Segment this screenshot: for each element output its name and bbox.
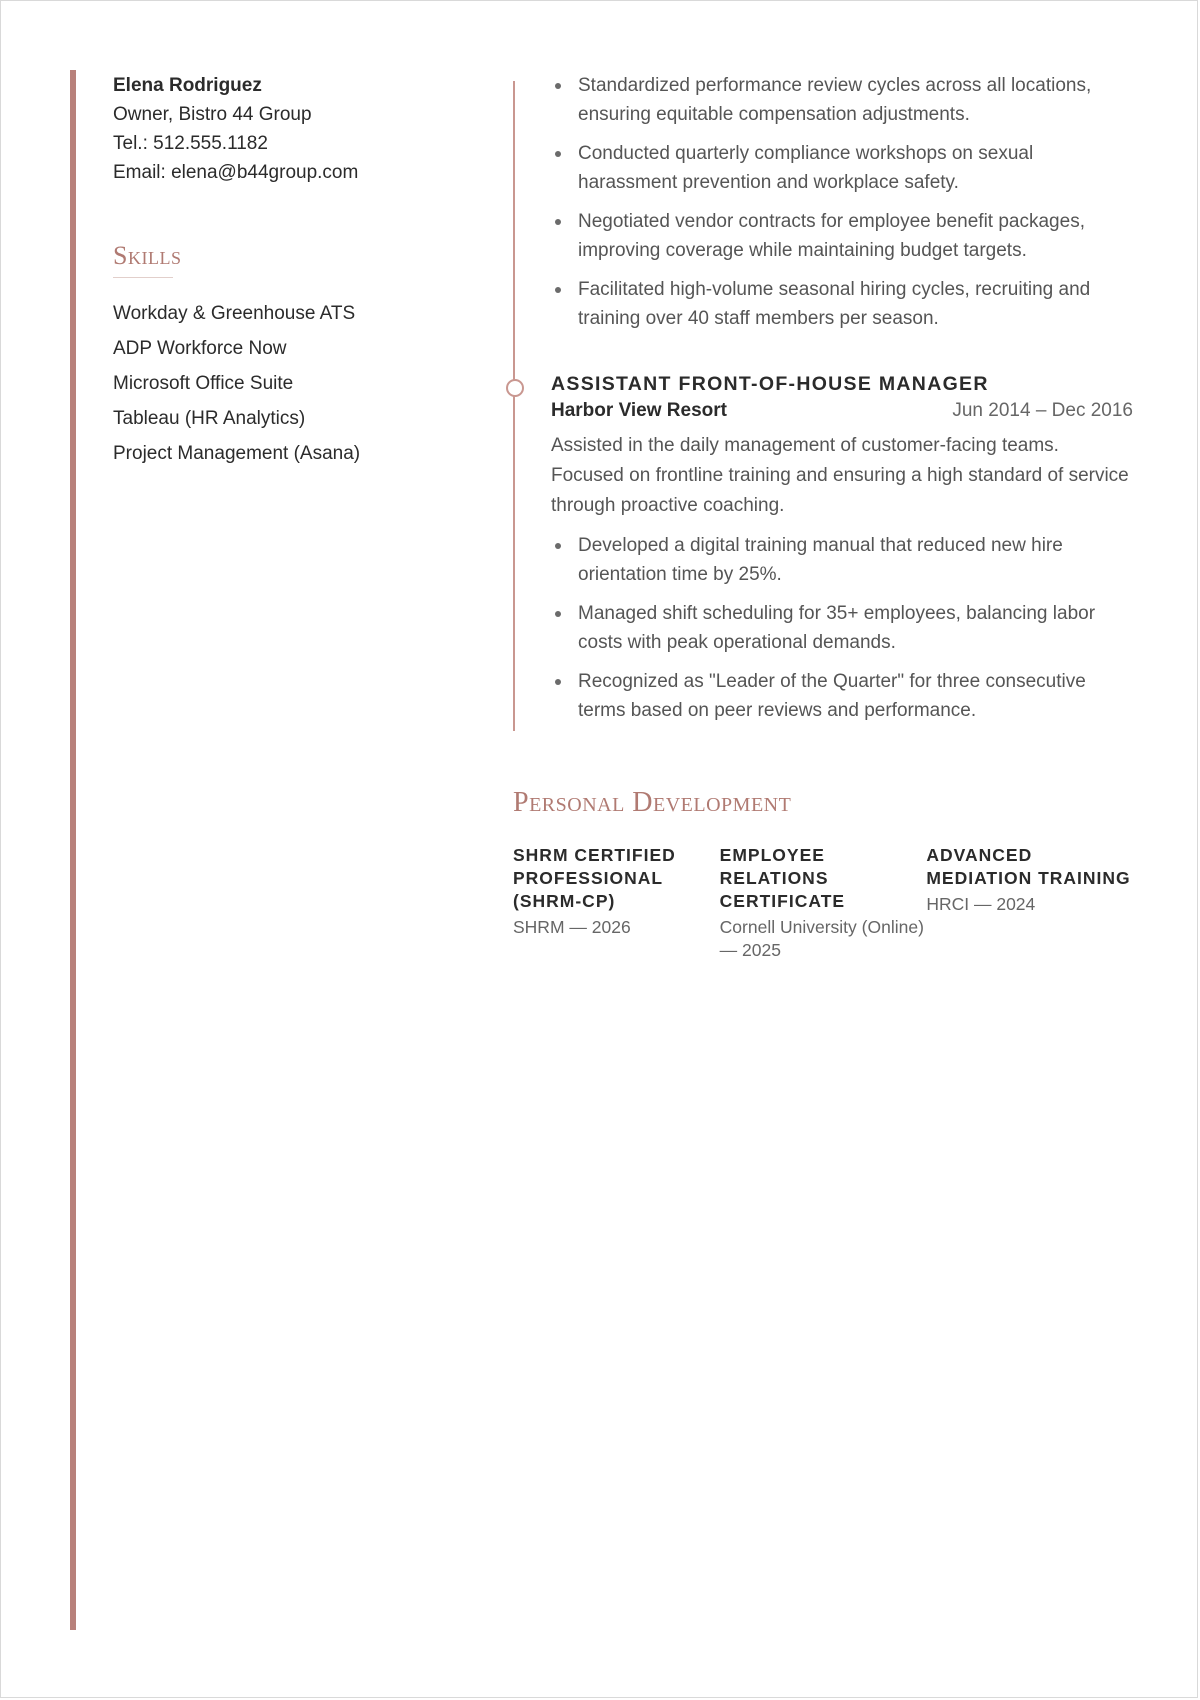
job-description: Assisted in the daily management of customer-facing teams. Focused on frontline training and ensuring a high standard of service through proactive coaching. bbox=[551, 435, 1129, 516]
skill-item: Project Management (Asana) bbox=[113, 443, 361, 464]
certification-detail: Cornell University (Online) — 2025 bbox=[719, 917, 924, 960]
previous-job-bullets bbox=[513, 71, 1133, 333]
skill-item: Workday & Greenhouse ATS bbox=[113, 303, 356, 324]
skills-list bbox=[113, 296, 413, 471]
personal-development-list bbox=[513, 844, 1133, 962]
skill-item: Tableau (HR Analytics) bbox=[113, 408, 306, 429]
job-company: Harbor View Resort bbox=[551, 400, 727, 421]
bullet-item: Recognized as "Leader of the Quarter" for three consecutive terms based on peer reviews and performance. bbox=[551, 667, 1133, 725]
personal-development-heading: Personal Development bbox=[513, 787, 792, 818]
certification-name: SHRM CERTIFIED PROFESSIONAL (SHRM-CP) bbox=[513, 845, 676, 911]
contact-title: Owner, Bistro 44 Group bbox=[113, 104, 312, 125]
bullet-item: Standardized performance review cycles across all locations, ensuring equitable compensation adjustments. bbox=[513, 71, 1133, 129]
certification-detail: HRCI — 2024 bbox=[926, 894, 1036, 914]
timeline-marker bbox=[506, 379, 524, 397]
job-entry bbox=[551, 371, 1133, 735]
certification-item bbox=[926, 844, 1133, 962]
bullet-item: Developed a digital training manual that reduced new hire orientation time by 25%. bbox=[551, 531, 1133, 589]
bullet-item: Managed shift scheduling for 35+ employees, balancing labor costs with peak operational demands. bbox=[551, 599, 1133, 657]
job-title: ASSISTANT FRONT-OF-HOUSE MANAGER bbox=[551, 373, 989, 395]
certification-item bbox=[720, 844, 927, 962]
job-meta bbox=[551, 397, 1133, 425]
bullet-item: Facilitated high-volume seasonal hiring cycles, recruiting and training over 40 staff members per season. bbox=[513, 275, 1133, 333]
sidebar bbox=[113, 71, 413, 471]
certification-name: ADVANCED MEDIATION TRAINING bbox=[926, 845, 1131, 888]
certification-item bbox=[513, 844, 720, 962]
certification-name: EMPLOYEE RELATIONS CERTIFICATE bbox=[719, 845, 846, 911]
contact-email: Email: elena@b44group.com bbox=[113, 162, 359, 183]
skills-heading: Skills bbox=[113, 241, 182, 270]
job-bullets bbox=[551, 531, 1133, 725]
bullet-item: Conducted quarterly compliance workshops on sexual harassment prevention and workplace safety. bbox=[513, 139, 1133, 197]
skills-underline bbox=[113, 277, 173, 278]
skill-item: ADP Workforce Now bbox=[113, 338, 287, 359]
bullet-item: Negotiated vendor contracts for employee benefit packages, improving coverage while maintaining budget targets. bbox=[513, 207, 1133, 265]
certification-detail: SHRM — 2026 bbox=[513, 917, 631, 937]
left-accent-bar bbox=[70, 70, 76, 1630]
skill-item: Microsoft Office Suite bbox=[113, 373, 294, 394]
job-dates: Jun 2014 – Dec 2016 bbox=[952, 400, 1133, 421]
experience-continued bbox=[513, 71, 1133, 343]
contact-name: Elena Rodriguez bbox=[113, 75, 262, 96]
contact-phone: Tel.: 512.555.1182 bbox=[113, 133, 268, 154]
